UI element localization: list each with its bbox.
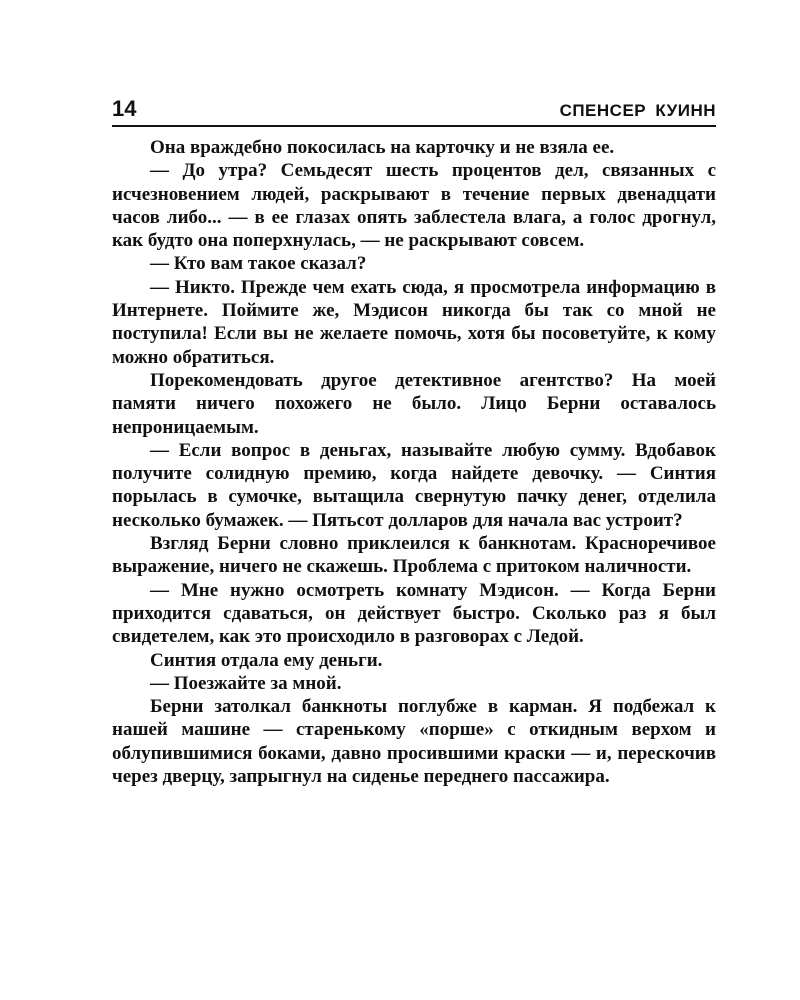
paragraph: Порекомендовать другое детективное агентство? На моей памяти ничего похожего не было. Лицо Берни оставалось непроницаемым. [112, 369, 716, 438]
paragraph: Синтия отдала ему деньги. [150, 649, 383, 671]
book-page [112, 96, 716, 788]
page-number: 14 [112, 96, 137, 121]
paragraph: — До утра? Семьдесят шесть процентов дел, связанных с исчезновением людей, раскрывают в течение первых двенадцати часов либо... — в ее глазах опять заблестела влага, а голос дрогнул, как будто она поперхнулась, — не раскрывают совсем. [112, 160, 716, 252]
paragraph: Она враждебно покосилась на карточку и не взяла ее. [150, 137, 615, 158]
page-header [112, 96, 716, 126]
header-rule [112, 125, 716, 127]
paragraph: — Если вопрос в деньгах, называйте любую сумму. Вдобавок получите солидную премию, когда найдете девочку. — Синтия порылась в сумочке, вытащила свернутую пачку денег, отделила несколько бумажек. — Пятьсот долларов для начала вас устроит? [112, 439, 716, 531]
running-head-author: СПЕНСЕР КУИНН [559, 101, 716, 120]
paragraph: Берни затолкал банкноты поглубже в карман. Я подбежал к нашей машине — старенькому «порше» с откидным верхом и облупившимися боками, давно просившими краски — и, перескочив через дверцу, запрыгнул на сиденье переднего пассажира. [112, 696, 716, 788]
paragraph: — Мне нужно осмотреть комнату Мэдисон. — Когда Берни приходится сдаваться, он действует быстро. Сколько раз я был свидетелем, как это происходило в разговорах с Ледой. [112, 579, 716, 648]
paragraph: Взгляд Берни словно приклеился к банкнотам. Красноречивое выражение, ничего не скажешь. Проблема с притоком наличности. [112, 533, 716, 578]
paragraph: — Никто. Прежде чем ехать сюда, я просмотрела информацию в Интернете. Поймите же, Мэдисон никогда бы так со мной не поступила! Если вы не желаете помочь, хотя бы посоветуйте, к кому можно обратиться. [112, 276, 716, 368]
paragraph: — Кто вам такое сказал? [150, 253, 367, 275]
paragraph: — Поезжайте за мной. [150, 672, 342, 694]
body-text [112, 136, 716, 788]
